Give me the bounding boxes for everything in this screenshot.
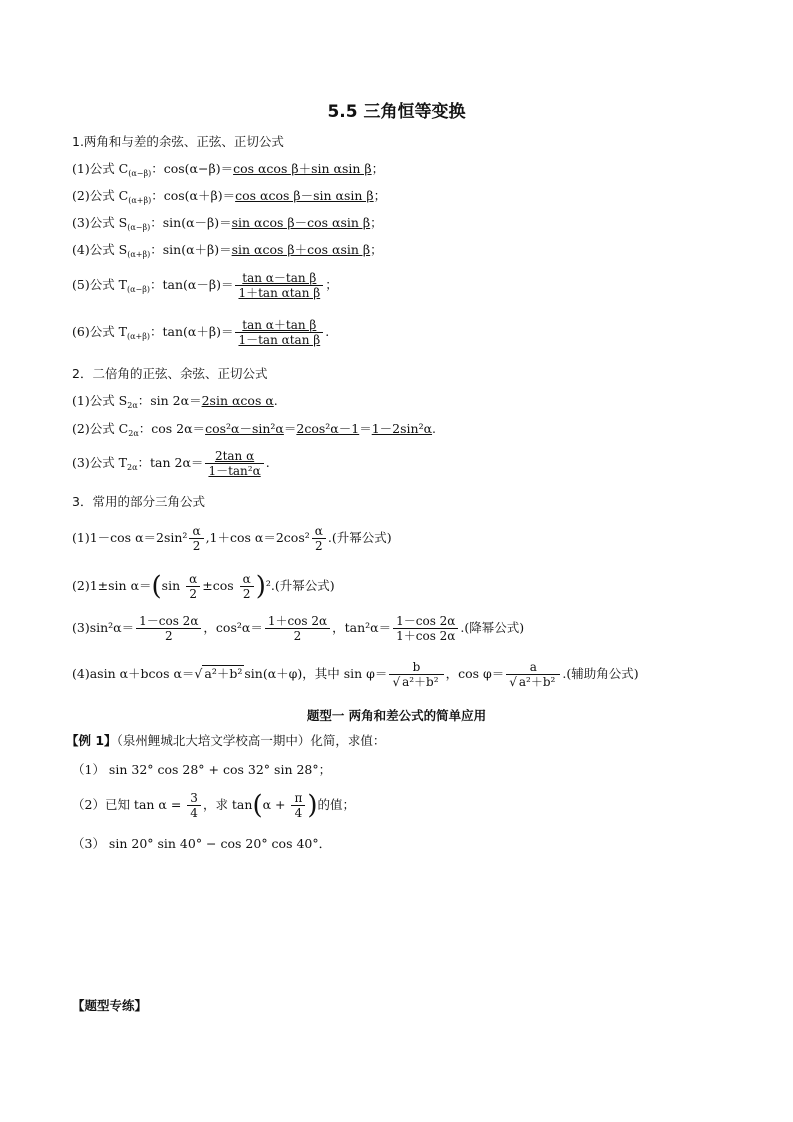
type1-heading: 题型一 两角和差公式的简单应用 <box>306 708 487 723</box>
formula-raise-power: (1)1－cos α＝2sin² $\frac{\alpha}{2}$ ,1＋cos α＝2cos² $\frac{\alpha}{2}$ .(升幂公式) <box>72 524 392 553</box>
formula-t-plus: (6)公式 $T_{(\alpha+\beta)}$：tan(α＋β)＝ $\frac{\text{tan α＋tan β}}{\text{1－tan αtan β}}$ . <box>72 318 330 347</box>
example-1-intro: 【例 1】（泉州鲤城北大培文学校高一期中）化简，求值： <box>66 733 386 748</box>
formula-auxiliary-angle: (4)asin α＋bcos α＝√ a²＋b² sin(α＋φ)，其中 sin φ＝ $\frac{b}{\text{√ a²＋b²}}$ ，cos φ＝ $\frac{a}{\text{√ a²＋b²}}$ .(辅助角公式) <box>72 660 639 689</box>
example-question-1: （1） sin 32° cos 28° + cos 32° sin 28°； <box>72 762 332 777</box>
formula-s-minus: (3)公式 $S_{(\alpha-\beta)}$：sin(α－β)＝sin αcos β－cos αsin β； <box>72 215 383 232</box>
example-question-3: （3） sin 20° sin 40° − cos 20° cos 40°． <box>72 836 332 851</box>
example-question-2: （2）已知 tan α = $\frac{3}{4}$ ，求 tan(α + $\frac{\pi}{4}$ )的值； <box>72 790 356 821</box>
formula-s2a: (1)公式 $S_{2\alpha}$：sin 2α＝2sin αcos α. <box>72 393 278 410</box>
formula-t2a: (3)公式 $T_{2\alpha}$：tan 2α＝ $\frac{\text{2tan α}}{\text{1－tan²α}}$ . <box>72 449 270 478</box>
formula-one-plus-sin: (2)1±sin α＝(sin $\frac{\alpha}{2}$ ±cos $\frac{\alpha}{2}$ )².(升幂公式) <box>72 571 335 602</box>
practice-heading: 【题型专练】 <box>72 998 148 1013</box>
formula-s-plus: (4)公式 $S_{(\alpha+\beta)}$：sin(α＋β)＝sin αcos β＋cos αsin β； <box>72 242 383 259</box>
section-2-heading: 2．二倍角的正弦、余弦、正切公式 <box>72 366 268 381</box>
section-3-heading: 3．常用的部分三角公式 <box>72 494 205 509</box>
formula-c-minus: (1)公式 $C_{(\alpha-\beta)}$：cos(α−β)＝cos αcos β＋sin αsin β； <box>72 161 385 178</box>
page-title: 5.5 三角恒等变换 <box>327 102 466 122</box>
formula-lower-power: (3)sin²α＝ $\frac{1-\cos 2\alpha}{2}$ ，cos²α＝ $\frac{1+\cos 2\alpha}{2}$ ，tan²α＝ $\frac{1-\cos 2\alpha}{1+\cos 2\alpha}$ .(降幂公式) <box>72 614 525 643</box>
formula-t-minus: (5)公式 $T_{(\alpha-\beta)}$：tan(α－β)＝ $\frac{\text{tan α－tan β}}{\text{1＋tan αtan β}}$ ； <box>72 271 338 300</box>
formula-c-plus: (2)公式 $C_{(\alpha+\beta)}$：cos(α＋β)＝cos αcos β－sin αsin β； <box>72 188 387 205</box>
formula-c2a: (2)公式 $C_{2\alpha}$：cos 2α＝cos²α－sin²α＝2cos²α－1＝1－2sin²α. <box>72 421 437 438</box>
section-1-heading: 1.两角和与差的余弦、正弦、正切公式 <box>72 134 284 149</box>
